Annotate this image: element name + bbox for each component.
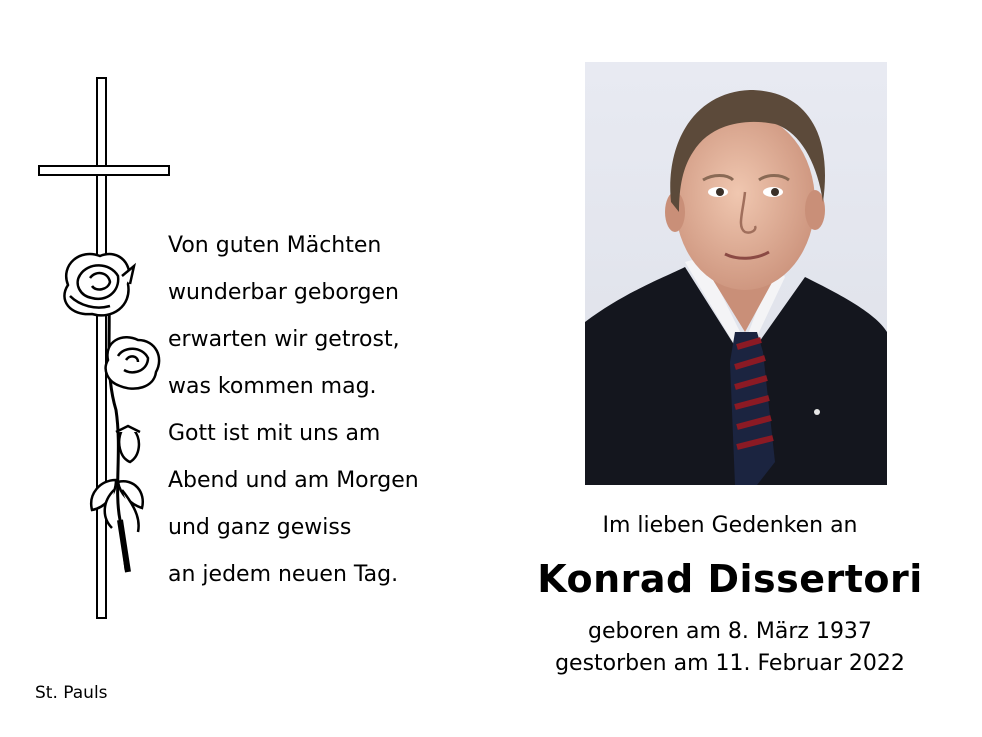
deceased-name: Konrad Dissertori <box>537 557 923 601</box>
cross-with-roses-icon <box>30 70 180 630</box>
poem-line: Abend und am Morgen <box>168 468 419 493</box>
poem-line: was kommen mag. <box>168 374 377 399</box>
memorial-intro: Im lieben Gedenken an <box>602 513 858 538</box>
birth-date: geboren am 8. März 1937 <box>588 619 872 644</box>
poem-line: wunderbar geborgen <box>168 280 399 305</box>
death-date: gestorben am 11. Februar 2022 <box>555 651 905 676</box>
poem-line: erwarten wir getrost, <box>168 327 400 352</box>
poem-line: und ganz gewiss <box>168 515 352 540</box>
poem-line: an jedem neuen Tag. <box>168 562 399 587</box>
poem-line: Gott ist mit uns am <box>168 421 381 446</box>
portrait-photo <box>585 62 887 485</box>
portrait-illustration <box>585 62 887 485</box>
place-label: St. Pauls <box>35 683 108 703</box>
poem-line: Von guten Mächten <box>168 233 382 258</box>
poem <box>168 222 468 598</box>
